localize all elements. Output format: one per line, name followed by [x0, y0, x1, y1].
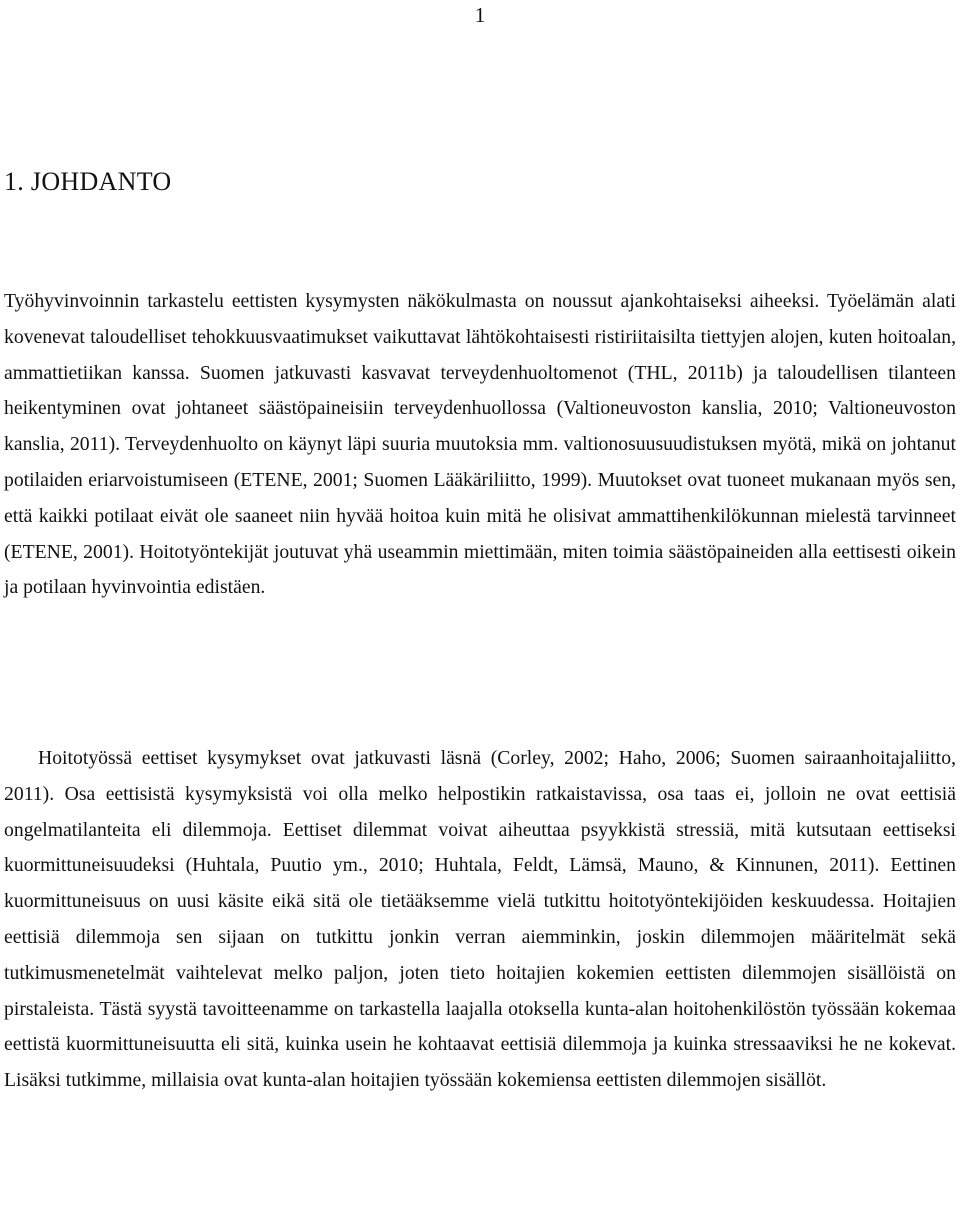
page-number: 1	[474, 3, 486, 27]
body-paragraph-2: Hoitotyössä eettiset kysymykset ovat jatkuvasti läsnä (Corley, 2002; Haho, 2006; Suomen sairaanhoitajaliitto, 2011). Osa eettisistä kysymyksistä voi olla melko helpostikin ratkaistavissa, osa taas ei, jolloin ne ovat eettisiä ongelmatilanteita eli dilemmoja. Eettiset dilemmat voivat aiheuttaa psyykkistä stressiä, mitä kutsutaan eettiseksi kuormittuneisuudeksi (Huhtala, Puutio ym., 2010; Huhtala, Feldt, Lämsä, Mauno, & Kinnunen, 2011). Eettinen kuormittuneisuus on uusi käsite eikä sitä ole tietääksemme vielä tutkittu hoitotyöntekijöiden keskuudessa. Hoitajien eettisiä dilemmoja sen sijaan on tutkittu jonkin verran aiemminkin, joskin dilemmojen määritelmät sekä tutkimusmenetelmät vaihtelevat melko paljon, joten tieto hoitajien kokemien eettisten dilemmojen sisällöistä on pirstaleista. Tästä syystä tavoitteenamme on tarkastella laajalla otoksella kunta-alan hoitohenkilöstön työssään kokemaa eettistä kuormittuneisuutta eli sitä, kuinka usein he kohtaavat eettisiä dilemmoja ja kuinka stressaaviksi he ne kokevat. Lisäksi tutkimme, millaisia ovat kunta-alan hoitajien työssään kokemiensa eettisten dilemmojen sisällöt.	[4, 747, 956, 1092]
section-heading: 1. JOHDANTO	[4, 167, 172, 196]
body-paragraph-1: Työhyvinvoinnin tarkastelu eettisten kysymysten näkökulmasta on noussut ajankohtaiseksi aiheeksi. Työelämän alati kovenevat taloudelliset tehokkuusvaatimukset vaikuttavat lähtökohtaisesti ristiriitaisilta tiettyjen alojen, kuten hoitoalan, ammattietiikan kanssa. Suomen jatkuvasti kasvavat terveydenhuoltomenot (THL, 2011b) ja taloudellisen tilanteen heikentyminen ovat johtaneet säästöpaineisiin terveydenhuollossa (Valtioneuvoston kanslia, 2010; Valtioneuvoston kanslia, 2011). Terveydenhuolto on käynyt läpi suuria muutoksia mm. valtionosuusuudistuksen myötä, mikä on johtanut potilaiden eriarvoistumiseen (ETENE, 2001; Suomen Lääkäriliitto, 1999). Muutokset ovat tuoneet mukanaan myös sen, että kaikki potilaat eivät ole saaneet niin hyvää hoitoa kuin mitä he olisivat ammattihenkilökunnan mielestä tarvinneet (ETENE, 2001). Hoitotyöntekijät joutuvat yhä useammin miettimään, miten toimia säästöpaineiden alla eettisesti oikein ja potilaan hyvinvointia edistäen.	[4, 290, 956, 599]
